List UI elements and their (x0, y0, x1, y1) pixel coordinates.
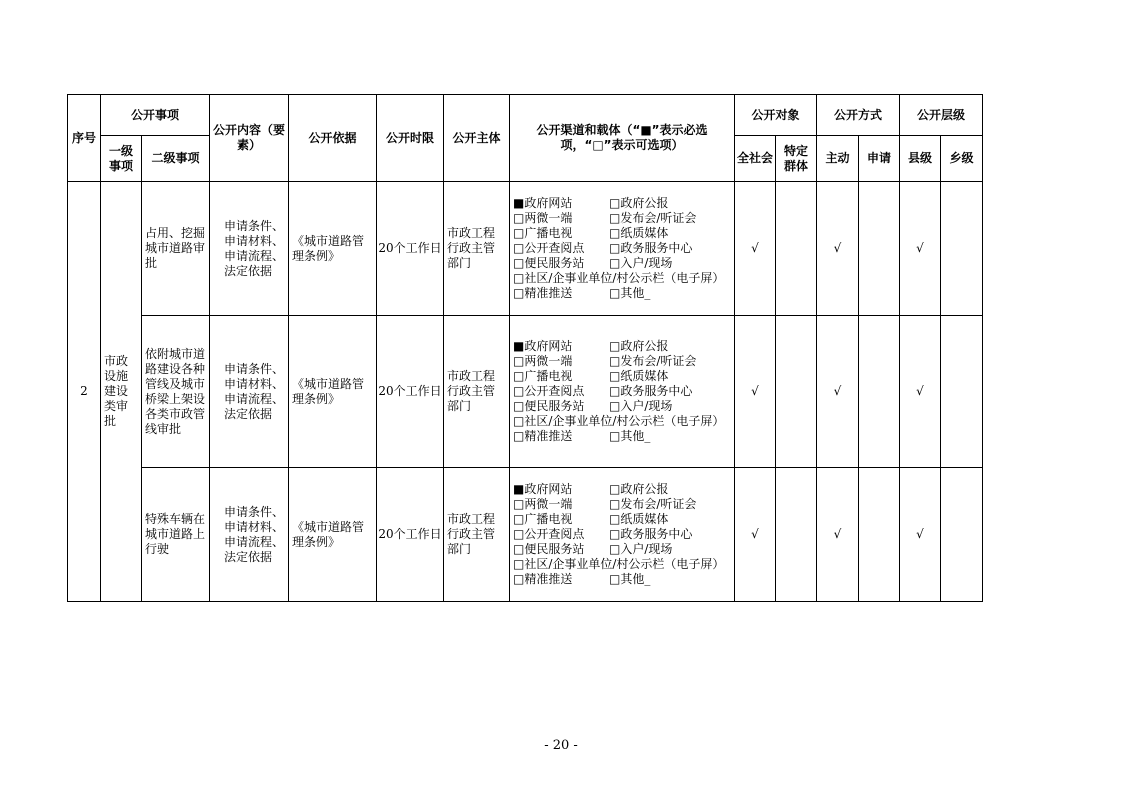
time-limit-cell: 20个工作日 (377, 182, 444, 316)
channel-service-station: □便民服务站 (513, 256, 585, 270)
subject-cell: 市政工程行政主管部门 (444, 468, 510, 602)
target-all-cell: √ (735, 468, 776, 602)
level2-cell: 依附城市道路建设各种管线及城市桥梁上架设各类市政管线审批 (142, 316, 210, 468)
channel-wechat-weibo-app: □两微一端 (513, 354, 573, 368)
target-specific-cell (776, 468, 817, 602)
channel-gov-website: ■政府网站 (513, 482, 573, 496)
level-county-cell: √ (900, 316, 941, 468)
channel-radio-tv: □广播电视 (513, 226, 573, 240)
channel-wechat-weibo-app: □两微一端 (513, 211, 573, 225)
header-channels: 公开渠道和载体（“■”表示必选项，“□”表示可选项） (510, 95, 735, 182)
channel-gov-gazette: □政府公报 (609, 196, 669, 210)
channel-door-to-door: □入户/现场 (609, 542, 673, 556)
channel-targeted-push: □精准推送 (513, 429, 573, 443)
header-target: 公开对象 (735, 95, 817, 136)
channels-cell (510, 182, 735, 316)
header-target-specific: 特定群体 (776, 136, 817, 182)
channel-service-station: □便民服务站 (513, 399, 585, 413)
method-active-cell: √ (817, 182, 859, 316)
target-specific-cell (776, 316, 817, 468)
channel-other: □其他_ (609, 286, 651, 300)
header-method: 公开方式 (817, 95, 900, 136)
channel-service-center: □政务服务中心 (609, 241, 693, 255)
channel-press-hearing: □发布会/听证会 (609, 211, 697, 225)
channel-service-station: □便民服务站 (513, 542, 585, 556)
header-basis: 公开依据 (289, 95, 377, 182)
channel-bulletin-board: □社区/企事业单位/村公示栏（电子屏） (513, 414, 725, 428)
method-apply-cell (859, 468, 900, 602)
channel-gov-website: ■政府网站 (513, 196, 573, 210)
method-active-cell: √ (817, 316, 859, 468)
target-specific-cell (776, 182, 817, 316)
channel-gov-website: ■政府网站 (513, 339, 573, 353)
channel-bulletin-board: □社区/企事业单位/村公示栏（电子屏） (513, 271, 725, 285)
page-number: - 20 - (544, 738, 578, 753)
content-cell: 申请条件、申请材料、申请流程、法定依据 (210, 182, 289, 316)
level2-cell: 占用、挖掘城市道路审批 (142, 182, 210, 316)
content-cell: 申请条件、申请材料、申请流程、法定依据 (210, 316, 289, 468)
basis-cell: 《城市道路管理条例》 (289, 468, 377, 602)
header-seq: 序号 (68, 95, 101, 182)
level-county-cell: √ (900, 182, 941, 316)
header-level1: 一级事项 (101, 136, 142, 182)
target-all-cell: √ (735, 316, 776, 468)
table-row (68, 182, 983, 316)
channel-gov-gazette: □政府公报 (609, 339, 669, 353)
channel-reading-point: □公开查阅点 (513, 241, 585, 255)
header-level-county: 县级 (900, 136, 941, 182)
channel-door-to-door: □入户/现场 (609, 399, 673, 413)
channel-reading-point: □公开查阅点 (513, 527, 585, 541)
header-target-all: 全社会 (735, 136, 776, 182)
channel-radio-tv: □广播电视 (513, 369, 573, 383)
channel-print-media: □纸质媒体 (609, 512, 669, 526)
header-level-town: 乡级 (941, 136, 983, 182)
channel-radio-tv: □广播电视 (513, 512, 573, 526)
channels-cell (510, 468, 735, 602)
basis-cell: 《城市道路管理条例》 (289, 182, 377, 316)
header-level: 公开层级 (900, 95, 983, 136)
time-limit-cell: 20个工作日 (377, 468, 444, 602)
channel-service-center: □政务服务中心 (609, 384, 693, 398)
method-apply-cell (859, 182, 900, 316)
channel-press-hearing: □发布会/听证会 (609, 354, 697, 368)
seq-cell: 2 (68, 182, 101, 602)
level-town-cell (941, 468, 983, 602)
channels-cell (510, 316, 735, 468)
level2-cell: 特殊车辆在城市道路上行驶 (142, 468, 210, 602)
channel-press-hearing: □发布会/听证会 (609, 497, 697, 511)
header-subject: 公开主体 (444, 95, 510, 182)
channel-print-media: □纸质媒体 (609, 369, 669, 383)
channel-bulletin-board: □社区/企事业单位/村公示栏（电子屏） (513, 557, 725, 571)
channel-print-media: □纸质媒体 (609, 226, 669, 240)
channel-gov-gazette: □政府公报 (609, 482, 669, 496)
target-all-cell: √ (735, 182, 776, 316)
subject-cell: 市政工程行政主管部门 (444, 316, 510, 468)
content-cell: 申请条件、申请材料、申请流程、法定依据 (210, 468, 289, 602)
channel-wechat-weibo-app: □两微一端 (513, 497, 573, 511)
level-town-cell (941, 316, 983, 468)
channel-other: □其他_ (609, 429, 651, 443)
header-method-apply: 申请 (859, 136, 900, 182)
header-content: 公开内容（要素） (210, 95, 289, 182)
channel-targeted-push: □精准推送 (513, 286, 573, 300)
level1-cell: 市政设施建设类审批 (101, 182, 142, 602)
header-items: 公开事项 (101, 95, 210, 136)
channel-door-to-door: □入户/现场 (609, 256, 673, 270)
channel-other: □其他_ (609, 572, 651, 586)
method-apply-cell (859, 316, 900, 468)
disclosure-table (67, 94, 983, 602)
basis-cell: 《城市道路管理条例》 (289, 316, 377, 468)
header-level2: 二级事项 (142, 136, 210, 182)
level-county-cell: √ (900, 468, 941, 602)
channel-reading-point: □公开查阅点 (513, 384, 585, 398)
time-limit-cell: 20个工作日 (377, 316, 444, 468)
method-active-cell: √ (817, 468, 859, 602)
level-town-cell (941, 182, 983, 316)
table-row (68, 316, 983, 468)
channel-targeted-push: □精准推送 (513, 572, 573, 586)
channel-service-center: □政务服务中心 (609, 527, 693, 541)
table-row (68, 468, 983, 602)
header-time-limit: 公开时限 (377, 95, 444, 182)
header-method-active: 主动 (817, 136, 859, 182)
subject-cell: 市政工程行政主管部门 (444, 182, 510, 316)
